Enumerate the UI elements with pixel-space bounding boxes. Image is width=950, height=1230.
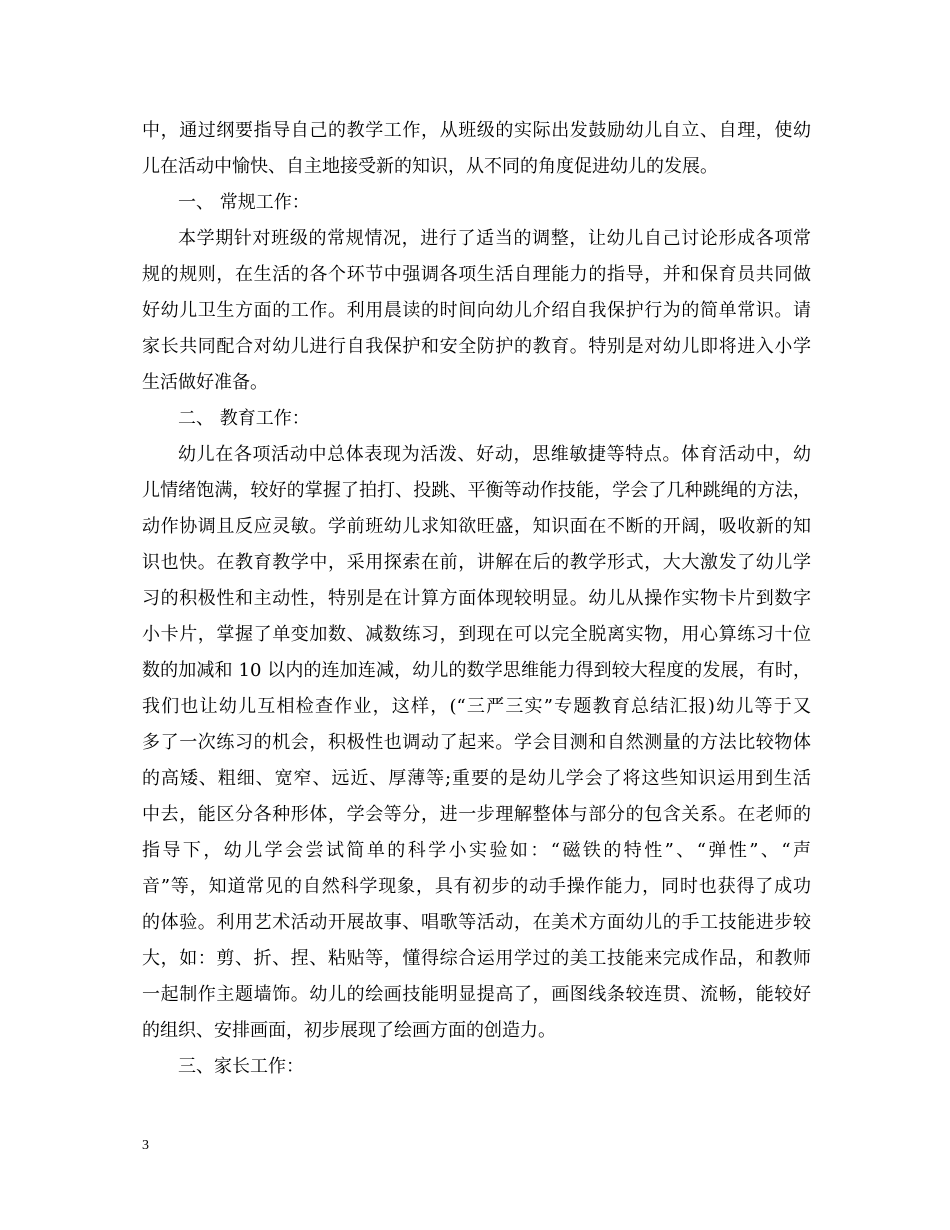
section-heading-education: 二、 教育工作： [178,408,310,429]
body-line: 数的加减和 10 以内的连加连减，幼儿的数学思维能力得到较大程度的发展，有时， [142,660,811,681]
body-line: 大，如：剪、折、捏、粘贴等，懂得综合运用学过的美工技能来完成作品，和教师 [142,948,811,969]
body-line: 我们也让幼儿互相检查作业，这样，(“三严三实”专题教育总结汇报)幼儿等于又 [142,696,811,717]
body-line: 规的规则，在生活的各个环节中强调各项生活自理能力的指导，并和保育员共同做 [142,264,811,285]
body-line: 家长共同配合对幼儿进行自我保护和安全防护的教育。特别是对幼儿即将进入小学 [142,336,811,357]
body-line: 本学期针对班级的常规情况，进行了适当的调整，让幼儿自己讨论形成各项常 [178,228,811,249]
body-line: 识也快。在教育教学中，采用探索在前，讲解在后的教学形式，大大激发了幼儿学 [142,552,811,573]
body-line: 习的积极性和主动性，特别是在计算方面体现较明显。幼儿从操作实物卡片到数字 [142,588,811,609]
body-line: 小卡片，掌握了单变加数、减数练习，到现在可以完全脱离实物，用心算练习十位 [142,624,811,645]
body-line: 幼儿在各项活动中总体表现为活泼、好动，思维敏捷等特点。体育活动中，幼 [178,444,811,465]
body-line: 动作协调且反应灵敏。学前班幼儿求知欲旺盛，知识面在不断的开阔，吸收新的知 [142,516,811,537]
section-heading-parents: 三、家长工作： [178,1056,304,1077]
body-line: 中去，能区分各种形体，学会等分，进一步理解整体与部分的包含关系。在老师的 [142,804,811,825]
body-line: 指导下，幼儿学会尝试简单的科学小实验如：“磁铁的特性”、“弹性”、“声 [142,840,811,861]
body-line: 的高矮、粗细、宽窄、远近、厚薄等;重要的是幼儿学会了将这些知识运用到生活 [142,768,811,789]
body-line: 儿在活动中愉快、自主地接受新的知识，从不同的角度促进幼儿的发展。 [142,156,718,177]
section-heading-routine: 一、 常规工作： [178,192,310,213]
page-number: 3 [142,1138,149,1153]
body-line: 的组织、安排画面，初步展现了绘画方面的创造力。 [142,1020,556,1041]
body-line: 音”等，知道常见的自然科学现象，具有初步的动手操作能力，同时也获得了成功 [142,876,811,897]
body-line: 生活做好准备。 [142,372,268,393]
body-line: 多了一次练习的机会，积极性也调动了起来。学会目测和自然测量的方法比较物体 [142,732,811,753]
body-line: 中，通过纲要指导自己的教学工作，从班级的实际出发鼓励幼儿自立、自理，使幼 [142,120,811,141]
body-line: 儿情绪饱满，较好的掌握了拍打、投跳、平衡等动作技能，学会了几种跳绳的方法， [142,480,811,501]
body-line: 好幼儿卫生方面的工作。利用晨读的时间向幼儿介绍自我保护行为的简单常识。请 [142,300,811,321]
body-line: 的体验。利用艺术活动开展故事、唱歌等活动，在美术方面幼儿的手工技能进步较 [142,912,811,933]
document-body [142,113,811,1085]
body-line: 一起制作主题墙饰。幼儿的绘画技能明显提高了，画图线条较连贯、流畅，能较好 [142,984,811,1005]
